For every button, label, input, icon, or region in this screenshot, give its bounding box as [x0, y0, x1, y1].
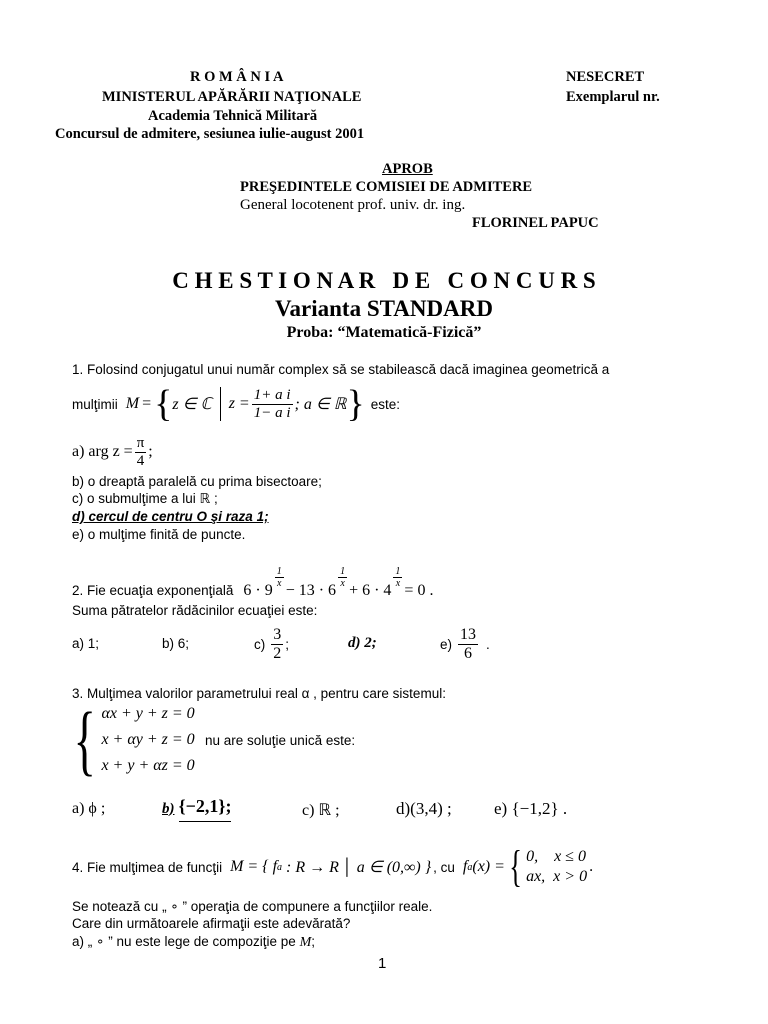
q3-option-c: c) ℝ ; — [302, 802, 340, 819]
q1-set-definition — [72, 384, 400, 424]
q4-cases — [526, 847, 587, 887]
q4-opt-a-end: ; — [311, 934, 316, 949]
q4-set-rest: : R → R │ a ∈ (0,∞) } — [282, 859, 432, 876]
q1-opt-a-prefix: a) arg z = — [72, 443, 133, 460]
q2-exp-1 — [275, 566, 284, 589]
q1-numerator: 1+ a i — [253, 387, 291, 403]
page-number: 1 — [378, 955, 387, 972]
q2-opt-e-label: e) — [440, 636, 453, 652]
q2-opt-c-label: c) — [254, 636, 266, 652]
q1-bar — [220, 387, 221, 421]
q2-option-d-correct: d) 2; — [348, 635, 377, 651]
q4-case-brace: { — [509, 842, 522, 891]
q2-option-a: a) 1; — [72, 636, 100, 651]
q1-set-M: M — [125, 395, 140, 412]
q4-case-1: 0, x ≤ 0 — [526, 848, 586, 865]
header-country: R O M Â N I A — [190, 69, 284, 85]
q3-option-e: e) {−1,2} . — [494, 799, 568, 818]
q4-option-a — [72, 933, 315, 951]
q1-este: este: — [370, 396, 400, 412]
copy-number-label: Exemplarul nr. — [566, 89, 660, 105]
q2-exp-3 — [393, 566, 402, 589]
q2-exp-3-den: x — [395, 578, 401, 589]
q3-eq1: αx + y + z = 0 — [101, 705, 195, 722]
q2-option-e — [440, 622, 490, 666]
q2-exp-2-den: x — [340, 578, 345, 589]
q4-line3: Care din următoarele afirmaţii este adevărată? — [72, 916, 351, 931]
approval-role: PREŞEDINTELE COMISIEI DE ADMITERE — [240, 179, 533, 195]
q2-exp-1-num: 1 — [276, 566, 282, 577]
q1-opt-a-suffix: ; — [148, 443, 153, 460]
header-academy: Academia Tehnică Militară — [148, 108, 318, 124]
q1-close-brace: } — [346, 383, 365, 425]
q3-opt-b-value: {−2,1}; — [179, 796, 232, 822]
q3-system-brace: { — [73, 696, 96, 783]
variant-title: Varianta STANDARD — [275, 296, 493, 321]
q2-exp-2-num: 1 — [340, 566, 346, 577]
q1-option-d-correct: d) cercul de centru O şi raza 1; — [72, 509, 269, 524]
approval-rank: General locotenent prof. univ. dr. ing. — [240, 197, 466, 213]
q1-a-in: ; a ∈ ℝ — [294, 396, 347, 413]
q3-no-unique: nu are soluţie unică este: — [205, 733, 356, 748]
q4-cu: , cu — [433, 859, 455, 875]
q3-option-b-correct — [162, 796, 231, 822]
q2-exp-2 — [338, 566, 347, 589]
q1-eq: = — [142, 395, 152, 412]
q2-opt-c-suffix: ; — [285, 636, 290, 652]
header-ministry: MINISTERUL APĂRĂRII NAŢIONALE — [102, 89, 362, 105]
q2-term-3: + 6 · 4 — [349, 582, 392, 599]
approval-label: APROB — [382, 161, 433, 177]
q2-option-c — [254, 622, 289, 666]
q2-opt-c-den: 2 — [273, 644, 282, 662]
q4-case-2: ax, x > 0 — [526, 868, 588, 885]
q3-eq3: x + y + αz = 0 — [101, 757, 195, 774]
q2-opt-e-suffix: . — [486, 636, 490, 652]
q1-option-e: e) o mulţime finită de puncte. — [72, 527, 246, 542]
q3-system — [66, 696, 195, 783]
q3-opt-b-label: b) — [162, 800, 175, 817]
q3-text: 3. Mulţimea valorilor parametrului real α , pentru care sistemul: — [72, 686, 446, 701]
approval-name: FLORINEL PAPUC — [472, 215, 599, 231]
subject-title: Proba: “Matematică-Fizică” — [286, 324, 482, 341]
q4-opt-a-M: M — [299, 935, 312, 950]
q3-eq2: x + αy + z = 0 — [101, 731, 195, 748]
q2-term-2: − 13 · 6 — [285, 582, 337, 599]
q2-equation-line — [72, 566, 433, 602]
q4-case-end: . — [589, 858, 594, 875]
q1-option-a — [72, 432, 153, 472]
q2-exp-3-num: 1 — [395, 566, 401, 577]
q1-z-eq: z = — [228, 395, 250, 412]
q1-opt-a-fraction — [135, 435, 147, 469]
q4-definition-line — [72, 842, 594, 891]
q4-func-rest: (x) = — [472, 858, 505, 875]
q1-multimii: mulţimii — [72, 396, 118, 412]
q1-option-b: b) o dreaptă paralelă cu prima bisectoare; — [72, 474, 322, 489]
q4-set-sub: a — [277, 861, 283, 873]
q1-open-brace: { — [154, 383, 173, 425]
q1-fraction — [252, 387, 293, 421]
q1-opt-a-num: π — [136, 435, 145, 451]
q2-question: Suma pătratelor rădăcinilor ecuaţiei este: — [72, 603, 318, 618]
q2-opt-c-fraction — [271, 626, 283, 662]
q2-opt-e-num: 13 — [460, 625, 477, 643]
q3-option-d: d)(3,4) ; — [396, 799, 452, 818]
q2-intro: 2. Fie ecuaţia exponenţială — [72, 583, 234, 598]
header-contest: Concursul de admitere, sesiunea iulie-august 2001 — [55, 126, 365, 142]
document-title: C H E S T I O N A R D E C O N C U R S — [172, 268, 596, 293]
q2-opt-e-fraction — [458, 626, 478, 662]
q4-intro: 4. Fie mulţimea de funcţii — [72, 859, 223, 875]
q2-option-b: b) 6; — [162, 636, 190, 651]
q2-exp-1-den: x — [276, 578, 282, 589]
q1-text: 1. Folosind conjugatul unui număr complex să se stabilească dacă imaginea geometrică a — [72, 362, 610, 377]
q4-opt-a-text: a) „ ∘ ” nu este lege de compoziţie pe — [72, 934, 300, 949]
q3-equations — [101, 701, 194, 779]
q4-line2: Se notează cu „ ∘ ” operaţia de compunere a funcţiilor reale. — [72, 899, 433, 914]
q4-func: f — [462, 858, 468, 875]
q4-func-sub: a — [467, 861, 473, 873]
q4-set-def: M = { f — [230, 858, 278, 875]
q2-opt-e-den: 6 — [464, 644, 473, 662]
q2-opt-c-num: 3 — [273, 625, 282, 643]
q2-term-1: 6 · 9 — [243, 582, 273, 599]
q1-denominator: 1− a i — [253, 404, 291, 421]
classification-label: NESECRET — [566, 69, 645, 85]
q3-option-a: a) ϕ ; — [72, 800, 106, 817]
q1-option-c: c) o submulţime a lui ℝ ; — [72, 491, 218, 506]
q2-term-4: = 0 . — [404, 582, 434, 599]
q1-opt-a-den: 4 — [135, 452, 147, 470]
q1-z-in: z ∈ ℂ — [172, 396, 212, 413]
